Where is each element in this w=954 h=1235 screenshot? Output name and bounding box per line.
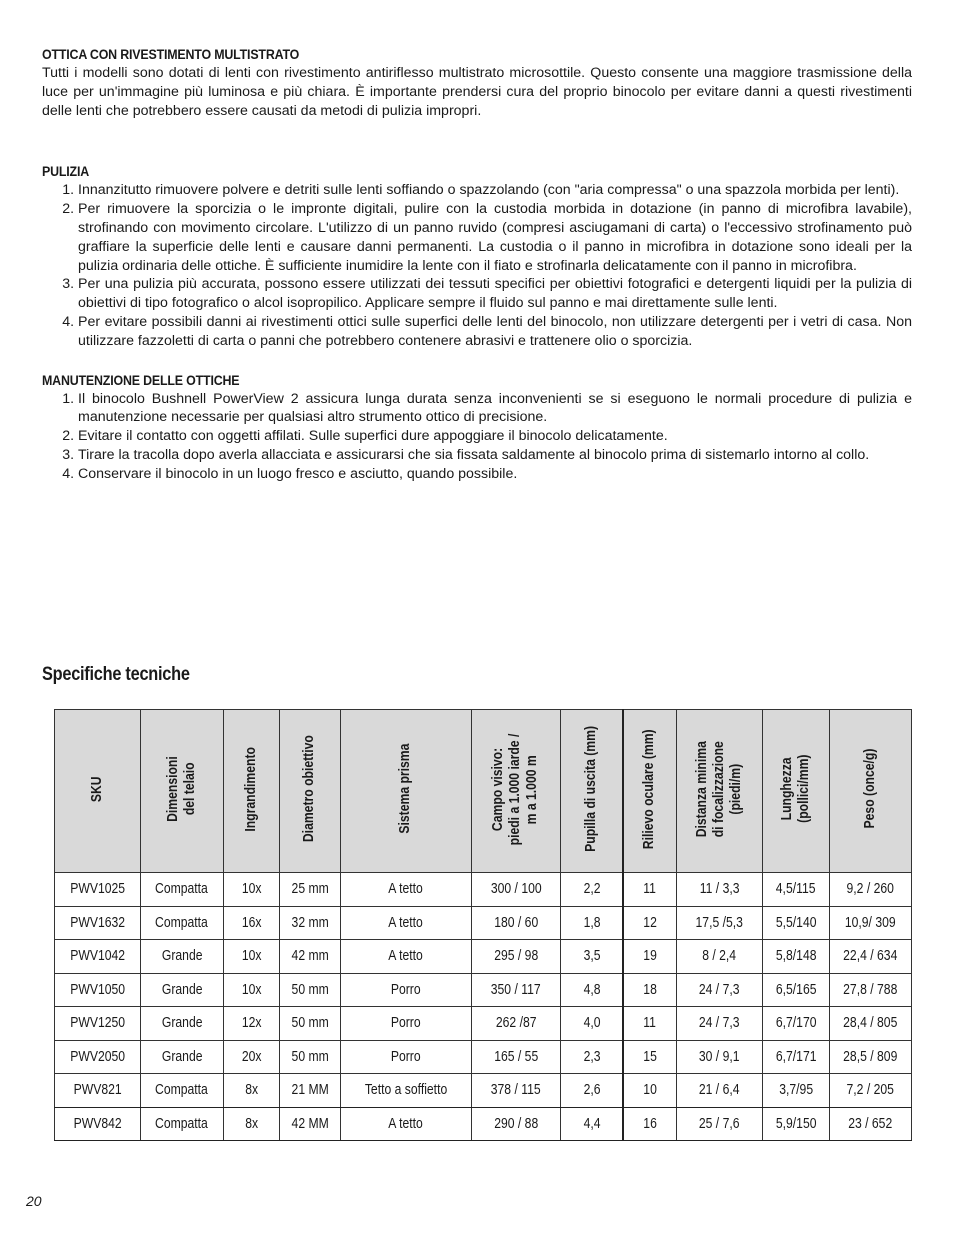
table-cell: 290 / 88 bbox=[471, 1107, 561, 1141]
table-cell: PWV1042 bbox=[55, 940, 141, 974]
table-cell: PWV1250 bbox=[55, 1007, 141, 1041]
table-cell: 4,4 bbox=[561, 1107, 623, 1141]
table-cell: A tetto bbox=[340, 906, 471, 940]
table-cell: 10 bbox=[623, 1074, 677, 1108]
table-cell: Porro bbox=[340, 973, 471, 1007]
table-cell: 18 bbox=[623, 973, 677, 1007]
table-cell: 7,2 / 205 bbox=[829, 1074, 911, 1108]
column-header: SKU bbox=[55, 710, 141, 873]
table-cell: 24 / 7,3 bbox=[677, 973, 763, 1007]
table-cell: 4,8 bbox=[561, 973, 623, 1007]
table-cell: Grande bbox=[140, 973, 223, 1007]
table-cell: PWV1632 bbox=[55, 906, 141, 940]
spec-title: Specifiche tecniche bbox=[42, 664, 190, 685]
table-cell: PWV842 bbox=[55, 1107, 141, 1141]
table-cell: 32 mm bbox=[279, 906, 340, 940]
table-cell: 24 / 7,3 bbox=[677, 1007, 763, 1041]
table-row bbox=[55, 1007, 912, 1041]
maintenance-list bbox=[42, 390, 912, 484]
table-cell: Compatta bbox=[140, 1107, 223, 1141]
section-heading: MANUTENZIONE DELLE OTTICHE bbox=[42, 372, 240, 388]
column-header: Diametro obiettivo bbox=[279, 710, 340, 873]
table-cell: 4,0 bbox=[561, 1007, 623, 1041]
column-header: Rilievo oculare (mm) bbox=[623, 710, 677, 873]
table-cell: 27,8 / 788 bbox=[829, 973, 911, 1007]
table-cell: 6,7/171 bbox=[763, 1040, 830, 1074]
column-header: Dimensioni del telaio bbox=[140, 710, 223, 873]
table-cell: Compatta bbox=[140, 1074, 223, 1108]
table-cell: 15 bbox=[623, 1040, 677, 1074]
table-cell: 21 / 6,4 bbox=[677, 1074, 763, 1108]
table-cell: 42 MM bbox=[279, 1107, 340, 1141]
table-cell: 30 / 9,1 bbox=[677, 1040, 763, 1074]
spec-body bbox=[55, 873, 912, 1141]
list-item: 4. Per evitare possibili danni ai rivestimenti ottici sulle superfici delle lenti del binocolo, non utilizzare detergenti per i vetri di casa. Non utilizzare fazzoletti di carta o panni che potrebbero contenere abrasivi e trattenere olio o sporcizia. bbox=[78, 313, 912, 351]
column-header: Distanza minima di focalizzazione (piedi/m) bbox=[677, 710, 763, 873]
table-cell: 10x bbox=[223, 873, 279, 907]
table-cell: Compatta bbox=[140, 873, 223, 907]
column-header: Lunghezza (pollici/mm) bbox=[763, 710, 830, 873]
table-cell: 180 / 60 bbox=[471, 906, 561, 940]
table-cell: 11 bbox=[623, 873, 677, 907]
table-cell: 25 / 7,6 bbox=[677, 1107, 763, 1141]
table-cell: 28,4 / 805 bbox=[829, 1007, 911, 1041]
section-maintenance bbox=[42, 373, 912, 484]
list-item: 3. Per una pulizia più accurata, possono essere utilizzati dei tessuti specifici per obiettivi fotografici e detergenti liquidi per la pulizia di obiettivi di tipo fotografico o alcol isopropilico. Applicare sempre il fluido sul panno e mai direttamente sulle lenti. bbox=[78, 275, 912, 313]
table-cell: PWV821 bbox=[55, 1074, 141, 1108]
table-cell: 22,4 / 634 bbox=[829, 940, 911, 974]
table-row bbox=[55, 873, 912, 907]
table-cell: 2,3 bbox=[561, 1040, 623, 1074]
table-cell: 4,5/115 bbox=[763, 873, 830, 907]
table-cell: Porro bbox=[340, 1007, 471, 1041]
table-cell: 5,8/148 bbox=[763, 940, 830, 974]
table-cell: 23 / 652 bbox=[829, 1107, 911, 1141]
table-cell: 28,5 / 809 bbox=[829, 1040, 911, 1074]
table-cell: Compatta bbox=[140, 906, 223, 940]
section-cleaning bbox=[42, 164, 912, 350]
table-cell: 262 /87 bbox=[471, 1007, 561, 1041]
spec-table bbox=[54, 709, 912, 1141]
table-cell: 50 mm bbox=[279, 1040, 340, 1074]
table-cell: 8x bbox=[223, 1107, 279, 1141]
table-cell: 10x bbox=[223, 973, 279, 1007]
table-cell: 5,5/140 bbox=[763, 906, 830, 940]
table-cell: 50 mm bbox=[279, 973, 340, 1007]
table-cell: 25 mm bbox=[279, 873, 340, 907]
table-cell: A tetto bbox=[340, 873, 471, 907]
list-item: 2. Evitare il contatto con oggetti affilati. Sulle superfici dure appoggiare il binocolo delicatamente. bbox=[78, 427, 912, 446]
table-cell: 2,2 bbox=[561, 873, 623, 907]
table-cell: 2,6 bbox=[561, 1074, 623, 1108]
column-header: Pupilla di uscita (mm) bbox=[561, 710, 623, 873]
table-cell: 350 / 117 bbox=[471, 973, 561, 1007]
table-row bbox=[55, 973, 912, 1007]
section-heading: PULIZIA bbox=[42, 164, 90, 180]
table-cell: 42 mm bbox=[279, 940, 340, 974]
table-row bbox=[55, 1040, 912, 1074]
table-cell: 5,9/150 bbox=[763, 1107, 830, 1141]
table-cell: A tetto bbox=[340, 940, 471, 974]
table-cell: 11 / 3,3 bbox=[677, 873, 763, 907]
table-cell: 11 bbox=[623, 1007, 677, 1041]
table-row bbox=[55, 906, 912, 940]
table-cell: 21 MM bbox=[279, 1074, 340, 1108]
table-row bbox=[55, 1074, 912, 1108]
section-coatings bbox=[42, 47, 912, 120]
section-heading: OTTICA CON RIVESTIMENTO MULTISTRATO bbox=[42, 47, 300, 62]
table-cell: PWV1025 bbox=[55, 873, 141, 907]
table-cell: 12x bbox=[223, 1007, 279, 1041]
table-cell: 165 / 55 bbox=[471, 1040, 561, 1074]
table-cell: 9,2 / 260 bbox=[829, 873, 911, 907]
table-cell: 12 bbox=[623, 906, 677, 940]
table-cell: 10,9/ 309 bbox=[829, 906, 911, 940]
table-cell: 16x bbox=[223, 906, 279, 940]
list-item: 1. Il binocolo Bushnell PowerView 2 assicura lunga durata senza inconvenienti se si eseguono le normali procedure di pulizia e manutenzione necessarie per qualsiasi altro strumento ottico di precisione. bbox=[78, 390, 912, 428]
column-header: Peso (once/g) bbox=[829, 710, 911, 873]
table-cell: 20x bbox=[223, 1040, 279, 1074]
section-paragraph: Tutti i modelli sono dotati di lenti con rivestimento antiriflesso multistrato microsottile. Questo consente una maggiore trasmissione della luce per un'immagine più luminosa e più chiara. È importante prendersi cura del proprio binocolo per evitare danni a questi rivestimenti delle lenti che potrebbero essere causati da metodi di pulizia impropri. bbox=[42, 65, 912, 119]
table-cell: 8 / 2,4 bbox=[677, 940, 763, 974]
page-content bbox=[42, 47, 912, 484]
table-cell: Grande bbox=[140, 940, 223, 974]
table-cell: Grande bbox=[140, 1040, 223, 1074]
table-cell: 378 / 115 bbox=[471, 1074, 561, 1108]
list-item: 1. Innanzitutto rimuovere polvere e detriti sulle lenti soffiando o spazzolando (con "aria compressa" o una spazzola morbida per lenti). bbox=[78, 181, 912, 200]
table-cell: Tetto a soffietto bbox=[340, 1074, 471, 1108]
table-cell: Porro bbox=[340, 1040, 471, 1074]
list-item: 4. Conservare il binocolo in un luogo fresco e asciutto, quando possibile. bbox=[78, 465, 912, 484]
table-cell: 10x bbox=[223, 940, 279, 974]
table-cell: 17,5 /5,3 bbox=[677, 906, 763, 940]
table-cell: 1,8 bbox=[561, 906, 623, 940]
table-row bbox=[55, 1107, 912, 1141]
table-cell: PWV2050 bbox=[55, 1040, 141, 1074]
table-cell: PWV1050 bbox=[55, 973, 141, 1007]
column-header: Ingrandimento bbox=[223, 710, 279, 873]
table-cell: 295 / 98 bbox=[471, 940, 561, 974]
column-header: Sistema prisma bbox=[340, 710, 471, 873]
table-cell: 16 bbox=[623, 1107, 677, 1141]
page-number: 20 bbox=[26, 1193, 42, 1209]
table-cell: A tetto bbox=[340, 1107, 471, 1141]
column-header: Campo visivo: piedi a 1.000 iarde / m a 1.000 m bbox=[471, 710, 561, 873]
table-cell: 6,5/165 bbox=[763, 973, 830, 1007]
list-item: 3. Tirare la tracolla dopo averla allacciata e assicurarsi che sia fissata saldamente al binocolo prima di sistemarlo intorno al collo. bbox=[78, 446, 912, 465]
table-cell: 3,7/95 bbox=[763, 1074, 830, 1108]
spec-header-row bbox=[55, 710, 912, 873]
table-cell: 19 bbox=[623, 940, 677, 974]
table-cell: 3,5 bbox=[561, 940, 623, 974]
list-item: 2. Per rimuovere la sporcizia o le impronte digitali, pulire con la custodia morbida in dotazione (in panno di microfibra lavabile), strofinando con movimento circolare. L'utilizzo di un panno ruvido (compresi asciugamani di carta) o l'eccessivo strofinamento può graffiare la superficie delle lenti e causare danni permanenti. La custodia o il panno in microfibra in dotazione sono ideali per la pulizia ordinaria delle ottiche. È sufficiente inumidire la lente con il fiato e strofinarla delicatamente con il panno in microfibra. bbox=[78, 200, 912, 275]
cleaning-list bbox=[42, 181, 912, 350]
table-row bbox=[55, 940, 912, 974]
table-cell: 50 mm bbox=[279, 1007, 340, 1041]
table-cell: 8x bbox=[223, 1074, 279, 1108]
table-cell: 6,7/170 bbox=[763, 1007, 830, 1041]
table-cell: 300 / 100 bbox=[471, 873, 561, 907]
table-cell: Grande bbox=[140, 1007, 223, 1041]
